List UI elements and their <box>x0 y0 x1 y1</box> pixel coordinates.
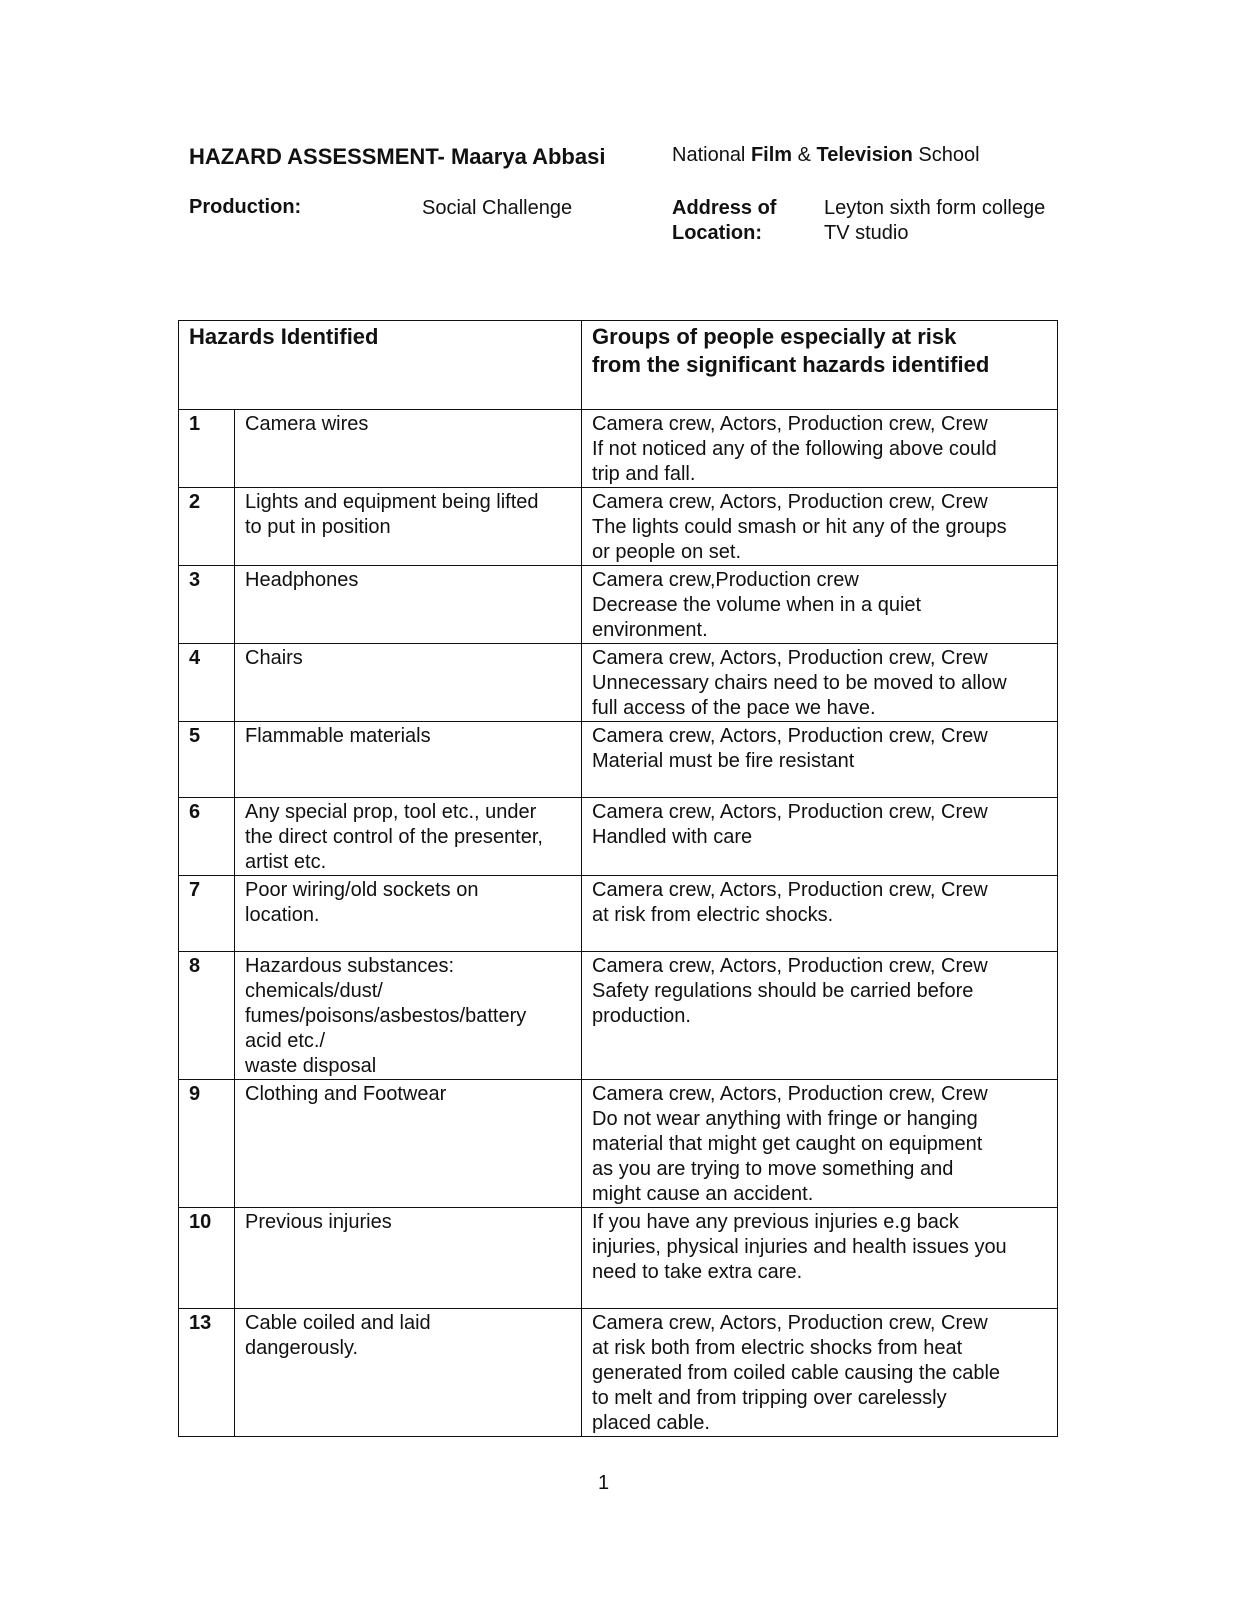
groups-cell: Camera crew, Actors, Production crew, Crew Unnecessary chairs need to be moved to allow full access of the pace we have. <box>582 644 1058 722</box>
column-header-hazards: Hazards Identified <box>179 321 582 410</box>
row-number: 3 <box>179 566 235 644</box>
hazard-table <box>178 320 1058 1437</box>
row-number: 8 <box>179 952 235 1080</box>
table-row <box>179 410 1058 488</box>
groups-cell: Camera crew, Actors, Production crew, Crew at risk both from electric shocks from heat generated from coiled cable causing the cable to melt and from tripping over carelessly placed cable. <box>582 1309 1058 1437</box>
hazard-cell: Flammable materials <box>235 722 582 798</box>
page-number: 1 <box>598 1472 610 1494</box>
groups-cell: Camera crew, Actors, Production crew, Crew The lights could smash or hit any of the groups or people on set. <box>582 488 1058 566</box>
column-header-groups: Groups of people especially at risk from the significant hazards identified <box>582 321 1058 410</box>
school-name-part: School <box>912 144 980 166</box>
hazard-cell: Cable coiled and laid dangerously. <box>235 1309 582 1437</box>
hazard-cell: Clothing and Footwear <box>235 1080 582 1208</box>
table-row <box>179 1080 1058 1208</box>
hazard-cell: Any special prop, tool etc., under the direct control of the presenter, artist etc. <box>235 798 582 876</box>
table-row <box>179 488 1058 566</box>
row-number: 4 <box>179 644 235 722</box>
hazard-cell: Headphones <box>235 566 582 644</box>
hazard-cell: Hazardous substances: chemicals/dust/ fumes/poisons/asbestos/battery acid etc./ waste disposal <box>235 952 582 1080</box>
hazard-cell: Poor wiring/old sockets on location. <box>235 876 582 952</box>
table-row <box>179 876 1058 952</box>
school-name <box>672 144 980 167</box>
groups-cell: If you have any previous injuries e.g back injuries, physical injuries and health issues you need to take extra care. <box>582 1208 1058 1309</box>
row-number: 5 <box>179 722 235 798</box>
school-name-part: National <box>672 144 751 166</box>
groups-cell: Camera crew, Actors, Production crew, Crew Material must be fire resistant <box>582 722 1058 798</box>
table-row <box>179 1208 1058 1309</box>
table-row <box>179 952 1058 1080</box>
table-row <box>179 566 1058 644</box>
groups-cell: Camera crew, Actors, Production crew, Crew Handled with care <box>582 798 1058 876</box>
row-number: 10 <box>179 1208 235 1309</box>
table-row <box>179 644 1058 722</box>
row-number: 7 <box>179 876 235 952</box>
row-number: 6 <box>179 798 235 876</box>
groups-cell: Camera crew, Actors, Production crew, Crew Safety regulations should be carried before production. <box>582 952 1058 1080</box>
school-name-part: Television <box>816 144 913 166</box>
groups-cell: Camera crew, Actors, Production crew, Crew If not noticed any of the following above could trip and fall. <box>582 410 1058 488</box>
table-row <box>179 798 1058 876</box>
hazard-cell: Lights and equipment being lifted to put in position <box>235 488 582 566</box>
groups-cell: Camera crew,Production crew Decrease the volume when in a quiet environment. <box>582 566 1058 644</box>
production-value: Social Challenge <box>422 197 573 219</box>
table-row <box>179 1309 1058 1437</box>
production-label: Production: <box>189 196 302 218</box>
address-label: Address of Location: <box>672 197 777 244</box>
address-value: Leyton sixth form college TV studio <box>824 197 1046 244</box>
hazard-cell: Camera wires <box>235 410 582 488</box>
row-number: 13 <box>179 1309 235 1437</box>
groups-cell: Camera crew, Actors, Production crew, Crew Do not wear anything with fringe or hanging material that might get caught on equipment as you are trying to move something and might cause an accident. <box>582 1080 1058 1208</box>
school-name-part: & <box>792 144 817 166</box>
row-number: 1 <box>179 410 235 488</box>
hazard-cell: Chairs <box>235 644 582 722</box>
hazard-cell: Previous injuries <box>235 1208 582 1309</box>
document-title: HAZARD ASSESSMENT- Maarya Abbasi <box>189 144 606 169</box>
row-number: 9 <box>179 1080 235 1208</box>
school-name-part: Film <box>750 144 793 166</box>
row-number: 2 <box>179 488 235 566</box>
table-row <box>179 722 1058 798</box>
groups-cell: Camera crew, Actors, Production crew, Crew at risk from electric shocks. <box>582 876 1058 952</box>
